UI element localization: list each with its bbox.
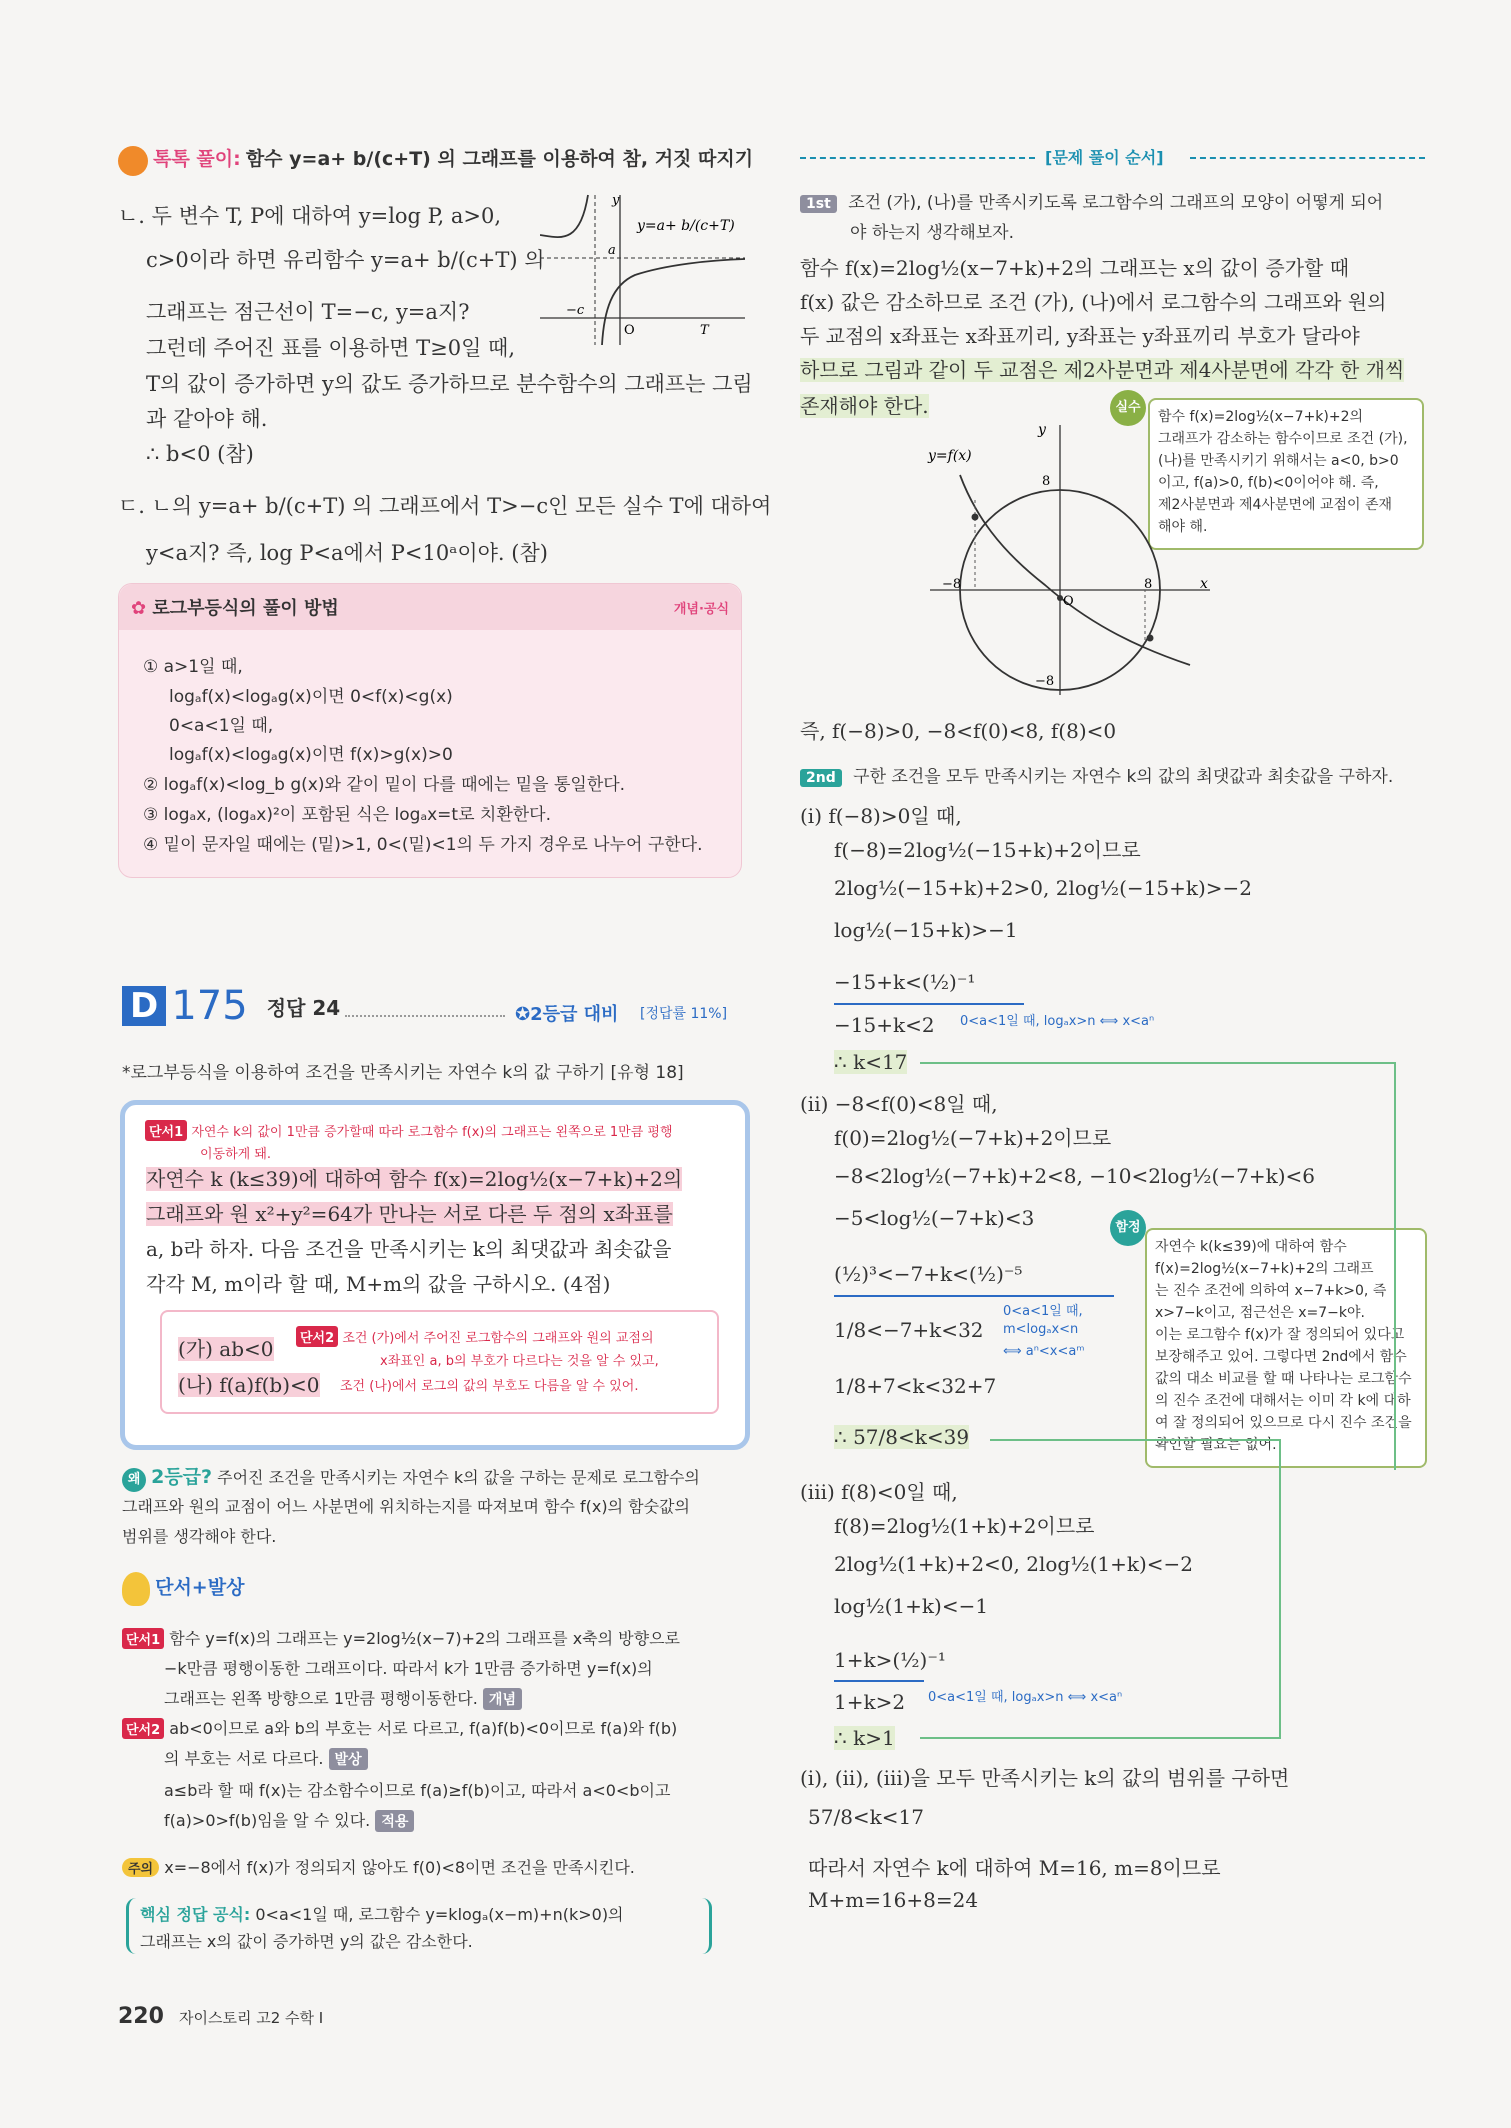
- label-t: T: [700, 323, 709, 338]
- curve-left: [540, 195, 588, 237]
- side-note: ⟺ aⁿ<x<aᵐ: [1003, 1344, 1085, 1359]
- bulb-icon: [122, 1572, 150, 1606]
- connector-1: [920, 1063, 1395, 1470]
- rational-function-graph: [540, 190, 750, 350]
- solution-line: ∴ k<17: [834, 1050, 908, 1074]
- solution-line: −15+k<(½)⁻¹: [834, 970, 976, 994]
- side-note: 0<a<1일 때,: [1003, 1304, 1083, 1319]
- clue1-line: 그래프는 왼쪽 방향으로 1만큼 평행이동한다. 개념: [164, 1686, 522, 1710]
- solution-line: 함수 f(x)=2log½(x−7+k)+2의 그래프는 x의 값이 증가할 때: [800, 256, 1350, 280]
- side-note: 0<a<1일 때, logₐx>n ⟺ x<aⁿ: [928, 1690, 1123, 1705]
- text-line: 과 같아야 해.: [146, 407, 268, 431]
- problem-letter: D: [122, 986, 166, 1026]
- method-tag: 개념·공식: [673, 602, 729, 617]
- problem-header: [122, 983, 340, 1029]
- step1-line: 1st 조건 (가), (나)를 만족시키도록 로그함수의 그래프의 모양이 어떻게 되어: [800, 188, 1383, 213]
- step2-line: 2nd 구한 조건을 모두 만족시키는 자연수 k의 값의 최댓값과 최솟값을 구하자.: [800, 762, 1393, 787]
- circle-log-graph: [920, 420, 1220, 700]
- solution-line: (i), (ii), (iii)을 모두 만족시키는 k의 값의 범위를 구하면: [800, 1766, 1290, 1790]
- dotted-leader: [345, 1015, 505, 1017]
- connector-2: [920, 1440, 1280, 1738]
- trap-badge: 함정: [1110, 1210, 1146, 1246]
- case-head: (ii) −8<f(0)<8일 때,: [800, 1092, 998, 1116]
- side-note: 0<a<1일 때, logₐx>n ⟺ x<aⁿ: [960, 1014, 1155, 1029]
- hint2-text2: x좌표인 a, b의 부호가 다르다는 것을 알 수 있고,: [380, 1354, 659, 1369]
- clue2-line: f(a)>0>f(b)임을 알 수 있다. 적용: [164, 1808, 414, 1832]
- solution-line: log½(−15+k)>−1: [834, 918, 1018, 942]
- solution-line: 하므로 그림과 같이 두 교점은 제2사분면과 제4사분면에 각각 한 개씩: [800, 358, 1405, 382]
- touk-heading: [118, 144, 753, 176]
- why-line: 범위를 생각해야 한다.: [122, 1527, 277, 1546]
- solution-line: 1+k>(½)⁻¹: [834, 1648, 946, 1672]
- solution-line: 즉, f(−8)>0, −8<f(0)<8, f(8)<0: [800, 719, 1117, 743]
- problem-line: 그래프와 원 x²+y²=64가 만나는 서로 다른 두 점의 x좌표를: [146, 1202, 673, 1226]
- solution-line: f(−8)=2log½(−15+k)+2이므로: [834, 838, 1141, 862]
- step1-line: 야 하는지 생각해보자.: [850, 223, 1015, 243]
- solution-line: 1/8<−7+k<32: [834, 1318, 984, 1342]
- why-title: 2등급?: [151, 1466, 213, 1488]
- method-line: ① a>1일 때,: [143, 657, 243, 677]
- touk-title: 함수 y=a+ b/(c+T) 의 그래프를 이용하여 참, 거짓 따지기: [245, 148, 754, 170]
- method-title: ✿ 로그부등식의 풀이 방법: [131, 598, 339, 619]
- hint2-text3: 조건 (나)에서 로그의 값의 부호도 다름을 알 수 있어.: [340, 1379, 639, 1394]
- answer-label: 정답 24: [266, 995, 341, 1020]
- text-line: c>0이라 하면 유리함수 y=a+ b/(c+T) 의: [146, 248, 545, 272]
- label-o: O: [624, 323, 635, 338]
- text-line: 그래프는 점근선이 T=−c, y=a지?: [146, 300, 470, 324]
- problem-type: *로그부등식을 이용하여 조건을 만족시키는 자연수 k의 값 구하기 [유형 18]: [122, 1063, 684, 1083]
- label-p8: 8: [1042, 474, 1051, 489]
- text-line: ∴ b<0 (참): [146, 442, 254, 466]
- text-line: y<a지? 즉, log P<a에서 P<10ᵃ이야. (참): [146, 541, 548, 565]
- touk-label: 톡톡 풀이:: [153, 148, 241, 170]
- solution-line: 2log½(−15+k)+2>0, 2log½(−15+k)>−2: [834, 876, 1252, 900]
- clue2-line: 의 부호는 서로 다르다. 발상: [164, 1746, 368, 1770]
- method-box: [118, 583, 742, 878]
- clue2-line: a≤b라 할 때 f(x)는 감소함수이므로 f(a)≥f(b)이고, 따라서 a<0<b이고: [164, 1781, 671, 1800]
- problem-line: 자연수 k (k≤39)에 대하여 함수 f(x)=2log½(x−7+k)+2의: [146, 1167, 683, 1191]
- key-formula-line: 핵심 정답 공식: 0<a<1일 때, 로그함수 y=klogₐ(x−m)+n(k>0)의: [140, 1905, 624, 1924]
- method-line: logₐf(x)<logₐg(x)이면 0<f(x)<g(x): [169, 687, 453, 707]
- order-title-bar: [800, 145, 1425, 169]
- hint1-badge: 단서1: [145, 1120, 187, 1141]
- step1-badge: 1st: [800, 195, 837, 213]
- solution-line: f(x) 값은 감소하므로 조건 (가), (나)에서 로그함수의 그래프와 원의: [800, 290, 1387, 314]
- clue2-line: 단서2 ab<0이므로 a와 b의 부호는 서로 다르고, f(a)f(b)<0이므로 f(a)와 f(b): [122, 1716, 677, 1739]
- case-head: (iii) f(8)<0일 때,: [800, 1480, 958, 1504]
- method-line: ④ 밑이 문자일 때에는 (밑)>1, 0<(밑)<1의 두 가지 경우로 나누어 구한다.: [143, 835, 703, 855]
- mistake-note: 함수 f(x)=2log½(x−7+k)+2의 그래프가 감소하는 함수이므로 조건 (가), (나)를 만족시키기 위해서는 a<0, b>0 이고, f(a)>0, f(b)<0이어야 해. 즉, 제2사분면과 제4사분면에 교점이 존재 해야 해.: [1148, 398, 1424, 550]
- solution-line: 따라서 자연수 k에 대하여 M=16, m=8이므로: [808, 1856, 1221, 1880]
- apply-tag: 적용: [375, 1810, 414, 1832]
- solution-line: M+m=16+8=24: [808, 1888, 979, 1912]
- solution-line: −5<log½(−7+k)<3: [834, 1206, 1035, 1230]
- solution-line: ∴ k>1: [834, 1726, 895, 1750]
- label-m8x: −8: [942, 577, 962, 592]
- solution-line: f(8)=2log½(1+k)+2이므로: [834, 1514, 1095, 1538]
- page-number: 220: [118, 2004, 164, 2029]
- step2-badge: 2nd: [800, 769, 842, 787]
- problem-line: 각각 M, m이라 할 때, M+m의 값을 구하시오. (4점): [146, 1272, 611, 1296]
- hint1-text: 자연수 k의 값이 1만큼 증가할때 따라 로그함수 f(x)의 그래프는 왼쪽으로 1만큼 평행: [191, 1125, 673, 1140]
- clue1-line: 단서1 함수 y=f(x)의 그래프는 y=2log½(x−7)+2의 그래프를 x축의 방향으로: [122, 1626, 680, 1649]
- text-line: T의 값이 증가하면 y의 값도 증가하므로 분수함수의 그래프는 그림: [146, 372, 753, 396]
- label-y: y: [1038, 422, 1046, 438]
- idea-tag: 발상: [329, 1748, 368, 1770]
- label-y: y: [612, 193, 620, 208]
- clue-heading: 단서+발상: [122, 1572, 244, 1606]
- clue1-line: −k만큼 평행이동한 그래프이다. 따라서 k가 1만큼 증가하면 y=f(x)의: [164, 1659, 653, 1678]
- method-line: 0<a<1일 때,: [169, 716, 274, 736]
- trap-note: 자연수 k(k≤39)에 대하여 함수 f(x)=2log½(x−7+k)+2의 그래프 는 진수 조건에 의하여 x−7+k>0, 즉 x>7−k이고, 점근선은 x=7−k야. 이는 로그함수 f(x)가 잘 정의되어 있다고 보장해주고 있어. 그렇다면 2nd에서 함수 값의 대소 비교를 할 때 나타나는 로그함수 의 진수 조건에 대해서는 이미 각 k에 대하 여 잘 정의되어 있으므로 다시 진수 조건을 확인할 필요는 없어.: [1145, 1228, 1427, 1468]
- why-section: 왜 2등급? 주어진 조건을 만족시키는 자연수 k의 값을 구하는 문제로 로그함수의: [122, 1462, 700, 1492]
- problem-line: a, b라 하자. 다음 조건을 만족시키는 k의 최댓값과 최솟값을: [146, 1237, 672, 1261]
- rate-label: [정답률 11%]: [640, 1006, 728, 1022]
- page-footer: [118, 2004, 323, 2029]
- solution-line: −8<2log½(−7+k)+2<8, −10<2log½(−7+k)<6: [834, 1164, 1315, 1188]
- hint1: [145, 1120, 673, 1141]
- grade-label: ✪2등급 대비: [515, 1004, 619, 1025]
- solution-line: 존재해야 한다.: [800, 394, 929, 418]
- why-badge: 왜: [122, 1468, 146, 1492]
- label-mc: −c: [566, 303, 585, 318]
- key-formula-line: 그래프는 x의 값이 증가하면 y의 값은 감소한다.: [140, 1932, 473, 1951]
- label-x: x: [1200, 576, 1208, 592]
- intersection-b: [1147, 635, 1154, 642]
- hint1-text2: 이동하게 돼.: [200, 1147, 272, 1162]
- method-line: logₐf(x)<logₐg(x)이면 f(x)>g(x)>0: [169, 745, 453, 765]
- why-line: 그래프와 원의 교점이 어느 사분면에 위치하는지를 따져보며 함수 f(x)의 함숫값의: [122, 1497, 690, 1516]
- solution-line: log½(1+k)<−1: [834, 1594, 989, 1618]
- condition-b: (나) f(a)f(b)<0: [178, 1373, 320, 1397]
- book-title: 자이스토리 고2 수학 I: [179, 2009, 324, 2027]
- solution-line: 1+k>2: [834, 1690, 906, 1714]
- hint2-badge: 단서2: [296, 1326, 338, 1347]
- label-m8y: −8: [1035, 674, 1055, 689]
- condition-a: (가) ab<0: [178, 1337, 274, 1361]
- mistake-badge: 실수: [1110, 390, 1146, 426]
- solution-line: f(0)=2log½(−7+k)+2이므로: [834, 1126, 1112, 1150]
- solution-line: ∴ 57/8<k<39: [834, 1425, 970, 1449]
- caution-badge: 주의: [122, 1858, 159, 1877]
- bracket-line: [834, 1003, 1024, 1005]
- method-line: ③ logₐx, (logₐx)²이 포함된 식은 logₐx=t로 치환한다.: [143, 805, 552, 825]
- connector-lines: [900, 1050, 1400, 1750]
- solution-line: 1/8+7<k<32+7: [834, 1374, 997, 1398]
- method-line: ② logₐf(x)<log_b g(x)와 같이 밑이 다를 때에는 밑을 통일한다.: [143, 775, 626, 795]
- text-line: 그런데 주어진 표를 이용하면 T≥0일 때,: [146, 336, 516, 360]
- solution-line: −15+k<2: [834, 1013, 935, 1037]
- solution-line: 2log½(1+k)+2<0, 2log½(1+k)<−2: [834, 1552, 1194, 1576]
- flower-icon: ✿: [131, 598, 153, 619]
- solution-line: 두 교점의 x좌표는 x좌표끼리, y좌표는 y좌표끼리 부호가 달라야: [800, 324, 1360, 348]
- solution-line: 57/8<k<17: [808, 1805, 924, 1829]
- log-curve: [960, 475, 1190, 665]
- label-fn: y=f(x): [928, 448, 972, 464]
- caution-line: 주의 x=−8에서 f(x)가 정의되지 않아도 f(0)<8이면 조건을 만족시킨다.: [122, 1855, 635, 1878]
- concept-tag: 개념: [483, 1688, 522, 1710]
- solution-line: (½)³<−7+k<(½)⁻⁵: [834, 1262, 1023, 1286]
- touk-icon: [118, 146, 148, 176]
- label-a: a: [608, 243, 616, 258]
- hint2: 단서2 조건 (가)에서 주어진 로그함수의 그래프와 원의 교점의: [296, 1326, 654, 1347]
- text-line: ㄴ. 두 변수 T, P에 대하여 y=log P, a>0,: [118, 204, 502, 228]
- intersection-a: [972, 514, 979, 521]
- problem-number: 175: [171, 983, 248, 1029]
- side-note: m<logₐx<n: [1003, 1322, 1079, 1337]
- label-o: O: [1063, 594, 1074, 609]
- order-title: [문제 풀이 순서]: [1045, 148, 1164, 167]
- text-line: ㄷ. ㄴ의 y=a+ b/(c+T) 의 그래프에서 T>−c인 모든 실수 T에 대하여: [118, 494, 772, 518]
- label-fn: y=a+ b/(c+T): [637, 218, 735, 234]
- label-x8: 8: [1144, 577, 1153, 592]
- case-head: (i) f(−8)>0일 때,: [800, 804, 962, 828]
